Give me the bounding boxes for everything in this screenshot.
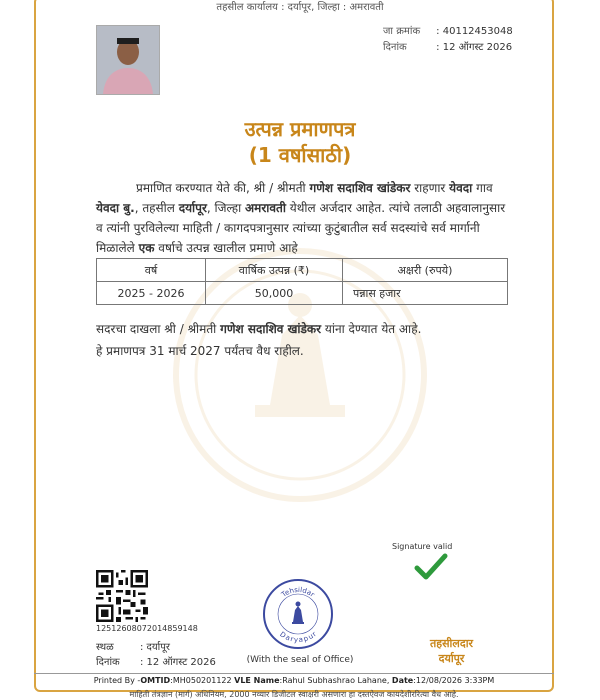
statement-part-a: प्रमाणित करण्यात येते की, श्री / श्रीमती [136, 181, 310, 195]
issued-part-b: यांना देण्यात येत आहे. [321, 322, 422, 336]
issue-date-value: 12 ऑगस्ट 2026 [442, 42, 513, 53]
legal-footer: माहिती तंत्रज्ञान (मार्ग) अधिनियम, 2000 नव्यार डिजीटल स्वाक्षरी असणारा हा दस्तऐवज कायदेशीररित्या वैध आहे. [129, 690, 459, 699]
years-count: एक [138, 241, 155, 255]
statement-part-e: , जिल्हा [206, 201, 245, 215]
cell-year: 2025 - 2026 [97, 282, 206, 305]
statement-part-c: गाव [472, 181, 493, 195]
ref-number-label: जा क्रमांक [383, 26, 421, 37]
residence-village: येवदा [449, 181, 473, 195]
date-value: : 12 ऑगस्ट 2026 [140, 657, 216, 668]
tehsildar-signature-block [430, 636, 473, 666]
place-value: : दर्यापूर [140, 642, 171, 653]
seal-bottom-text: Daryapur [278, 630, 319, 645]
district-name: अमरावती [245, 201, 286, 215]
issued-to-name: गणेश सदाशिव खांडेकर [220, 322, 322, 336]
income-table [96, 258, 508, 305]
cell-words: पन्नास हजार [343, 282, 508, 305]
reference-block: जा क्रमांक : 40112453048 दिनांक : 12 ऑगस्ट 2026 [383, 24, 513, 56]
seal-top-text: Tehsildar [280, 585, 316, 599]
place-date-block [96, 640, 216, 670]
tehsildar-title: तहसीलदार [430, 637, 474, 650]
certificate-title: उत्पन्न प्रमाणपत्र [244, 117, 356, 141]
ref-number-value: 40112453048 [442, 26, 513, 37]
omtid-value: :MH050201122 [170, 676, 232, 685]
table-row [97, 282, 508, 305]
certificate-statement [96, 178, 508, 258]
printed-by-line [34, 673, 554, 685]
statement-part-d: , तहसील [134, 201, 179, 215]
printed-label: Printed By - [93, 676, 141, 685]
certificate-subtitle: (1 वर्षासाठी) [248, 143, 352, 167]
applicant-name: गणेश सदाशिव खांडेकर [309, 181, 411, 195]
cell-income: 50,000 [206, 282, 343, 305]
village-name: येवदा बु. [96, 201, 135, 215]
checkmark-icon [414, 553, 448, 581]
date-print-label: Date [391, 676, 414, 685]
place-label: स्थळ [96, 642, 114, 653]
header-amount-words: अक्षरी (रुपये) [343, 259, 508, 282]
issued-part-a: सदरचा दाखला श्री / श्रीमती [96, 322, 221, 336]
header-annual-income: वार्षिक उत्पन्न (₹) [206, 259, 343, 282]
issuance-statement [96, 318, 516, 362]
header-year: वर्ष [97, 259, 206, 282]
applicant-photo [96, 25, 160, 95]
statement-part-f: येथील अर्जदार आहेत. त्यांचे तलाठी अहवालानुसार व त्यांनी पुरविलेल्या माहिती / कागदपत्रानुसार त्यांच्या कुटुंबातील सर्व सदस्यांचे सर्व मार्गानी मिळालेले [96, 201, 506, 255]
tehsildar-place: दर्यापूर [438, 652, 465, 665]
statement-part-b: राहणार [410, 181, 450, 195]
validity-statement: हे प्रमाणपत्र 31 मार्च 2027 पर्यंतच वैध राहील. [96, 344, 304, 358]
vle-value: :Rahul Subhashrao Lahane, [279, 676, 390, 685]
issue-date-label: दिनांक [383, 42, 407, 53]
signature-valid-text: Signature valid [392, 542, 453, 551]
date-label: दिनांक [96, 657, 120, 668]
statement-part-g: वर्षाचे उत्पन्न खालील प्रमाणे आहे [154, 241, 298, 255]
qr-code[interactable] [96, 570, 148, 622]
vle-label: VLE Name [234, 676, 280, 685]
omtid-label: OMTID [140, 676, 171, 685]
qr-number: 12512608072014859148 [96, 624, 198, 633]
seal-caption: (With the seal of Office) [246, 655, 354, 665]
office-header: तहसील कार्यालय : दर्यापूर, जिल्हा : अमरावती [216, 2, 384, 13]
office-seal [262, 578, 334, 650]
tehsil-name: दर्यापूर [178, 201, 207, 215]
date-print-value: :12/08/2026 3:33PM [413, 676, 495, 685]
table-header-row [97, 259, 508, 282]
